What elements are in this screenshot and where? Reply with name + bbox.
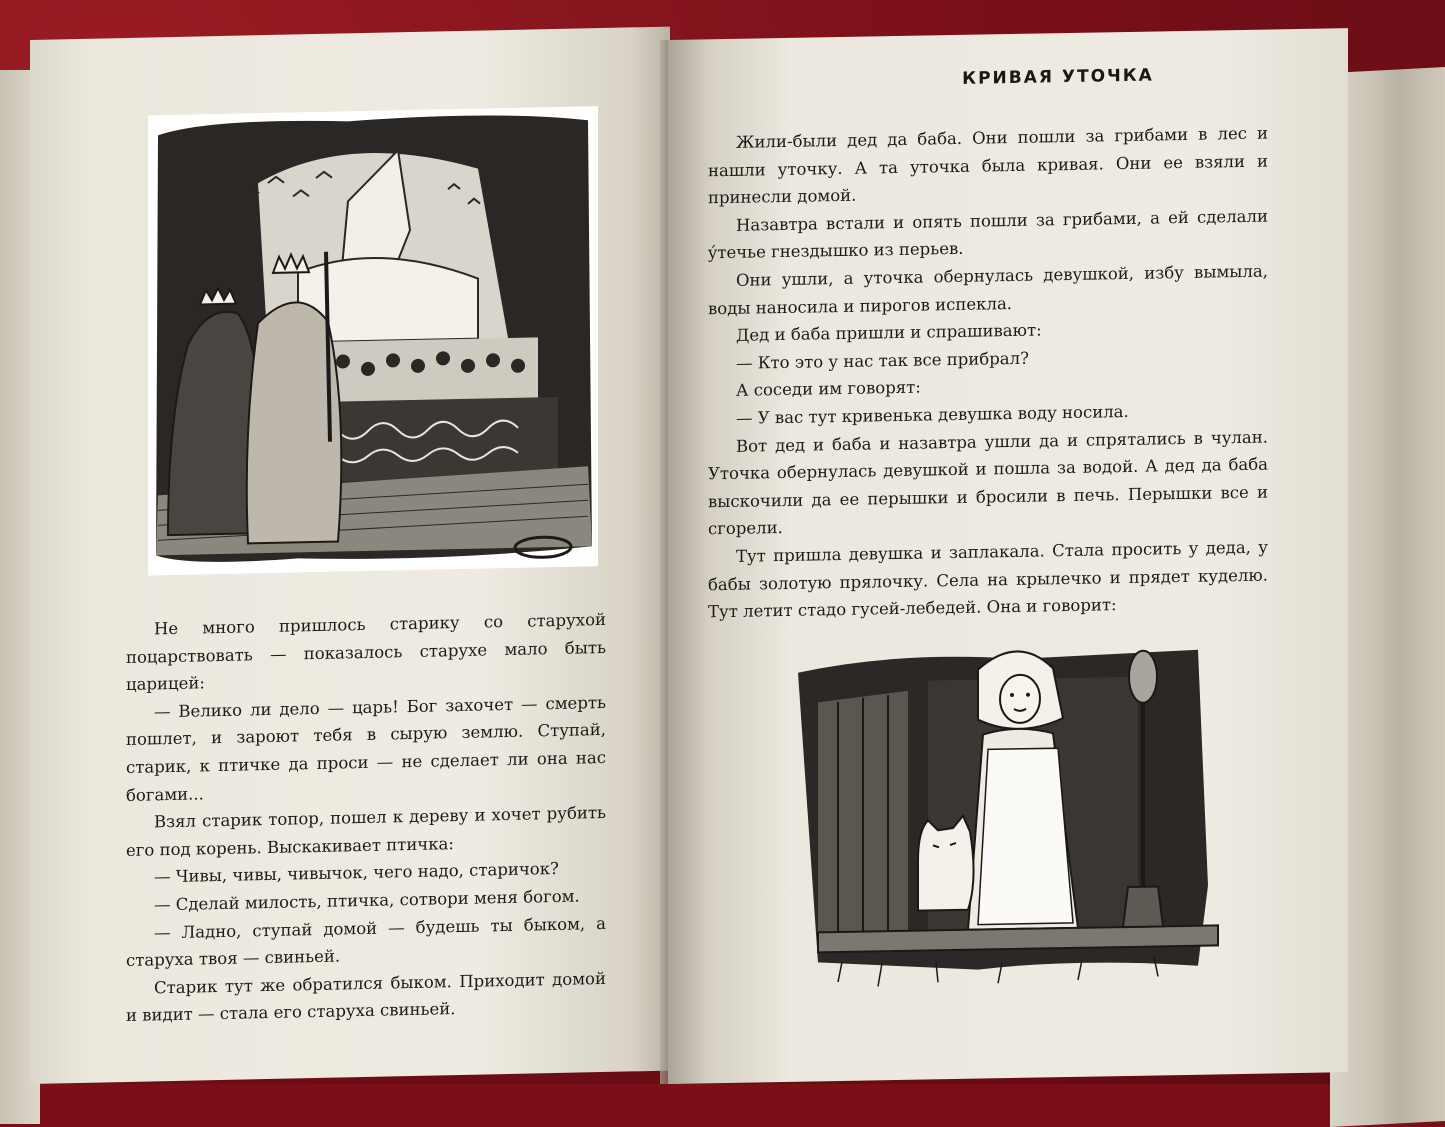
paragraph: Дед и баба пришли и спрашивают: [736, 320, 1042, 345]
left-illustration [148, 106, 598, 575]
open-book [0, 40, 1445, 1084]
paragraph: Жили-были дед да баба. Они пошли за грибами в лес и нашли уточку. А та уточка была кривая. Они ее взяли и принесли домой. [708, 123, 1268, 208]
paragraph: — Кто это у нас так все прибрал? [736, 348, 1029, 373]
paragraph: — У вас тут кривенька девушка воду носила. [736, 401, 1129, 428]
left-page [30, 27, 670, 1084]
right-page [668, 28, 1348, 1084]
paragraph: Назавтра встали и опять пошли за грибами, а ей сделали ýтечье гнездышко из перьев. [708, 206, 1268, 263]
paragraph: — Сделай милость, птичка, сотвори меня богом. [154, 886, 580, 915]
paragraph: — Ладно, ступай домой — будешь ты быком, а старуха твоя — свиньей. [126, 913, 606, 971]
paragraph: Тут пришла девушка и заплакала. Стала просить у деда, у бабы золотую прялочку. Села на крылечко и прядет куделю. Тут летит стадо гусей-лебедей. Она и говорит: [708, 537, 1268, 622]
paragraph: А соседи им говорят: [736, 377, 921, 401]
girl-cat-spinning-wheel-icon [778, 635, 1248, 1043]
story-title: КРИВАЯ УТОЧКА [962, 65, 1154, 89]
paragraph: — Чивы, чивы, чивычок, чего надо, старичок? [154, 859, 559, 887]
right-text-block [708, 120, 1268, 626]
paragraph: Старик тут же обратился быком. Приходит домой и видит — стала его старуха свиньей. [126, 968, 606, 1026]
king-queen-stage-icon [148, 106, 598, 575]
paragraph: — Велико ли дело — царь! Бог захочет — смерть пошлет, и зароют тебя в сырую землю. Ступай, старик, к птичке да проси — не сделает ли она нас богами... [126, 692, 606, 805]
right-illustration [778, 635, 1248, 1043]
paragraph: Они ушли, а уточка обернулась девушкой, избу вымыла, воды наносила и пирогов испекла. [708, 261, 1268, 318]
paragraph: Не много пришлось старику со старухой поцарствовать — показалось старухе мало быть царицей: [126, 609, 606, 695]
paragraph: Вот дед и баба и назавтра ушли да и спрятались в чулан. Уточка обернулась девушкой и пошла за водой. А дед да баба выскочили да ее перышки и бросили в печь. Перышки все и сгорели. [708, 427, 1268, 539]
left-text-block [126, 606, 606, 1030]
paragraph: Взял старик топор, пошел к дереву и хочет рубить его под корень. Выскакивает птичка: [126, 803, 606, 860]
